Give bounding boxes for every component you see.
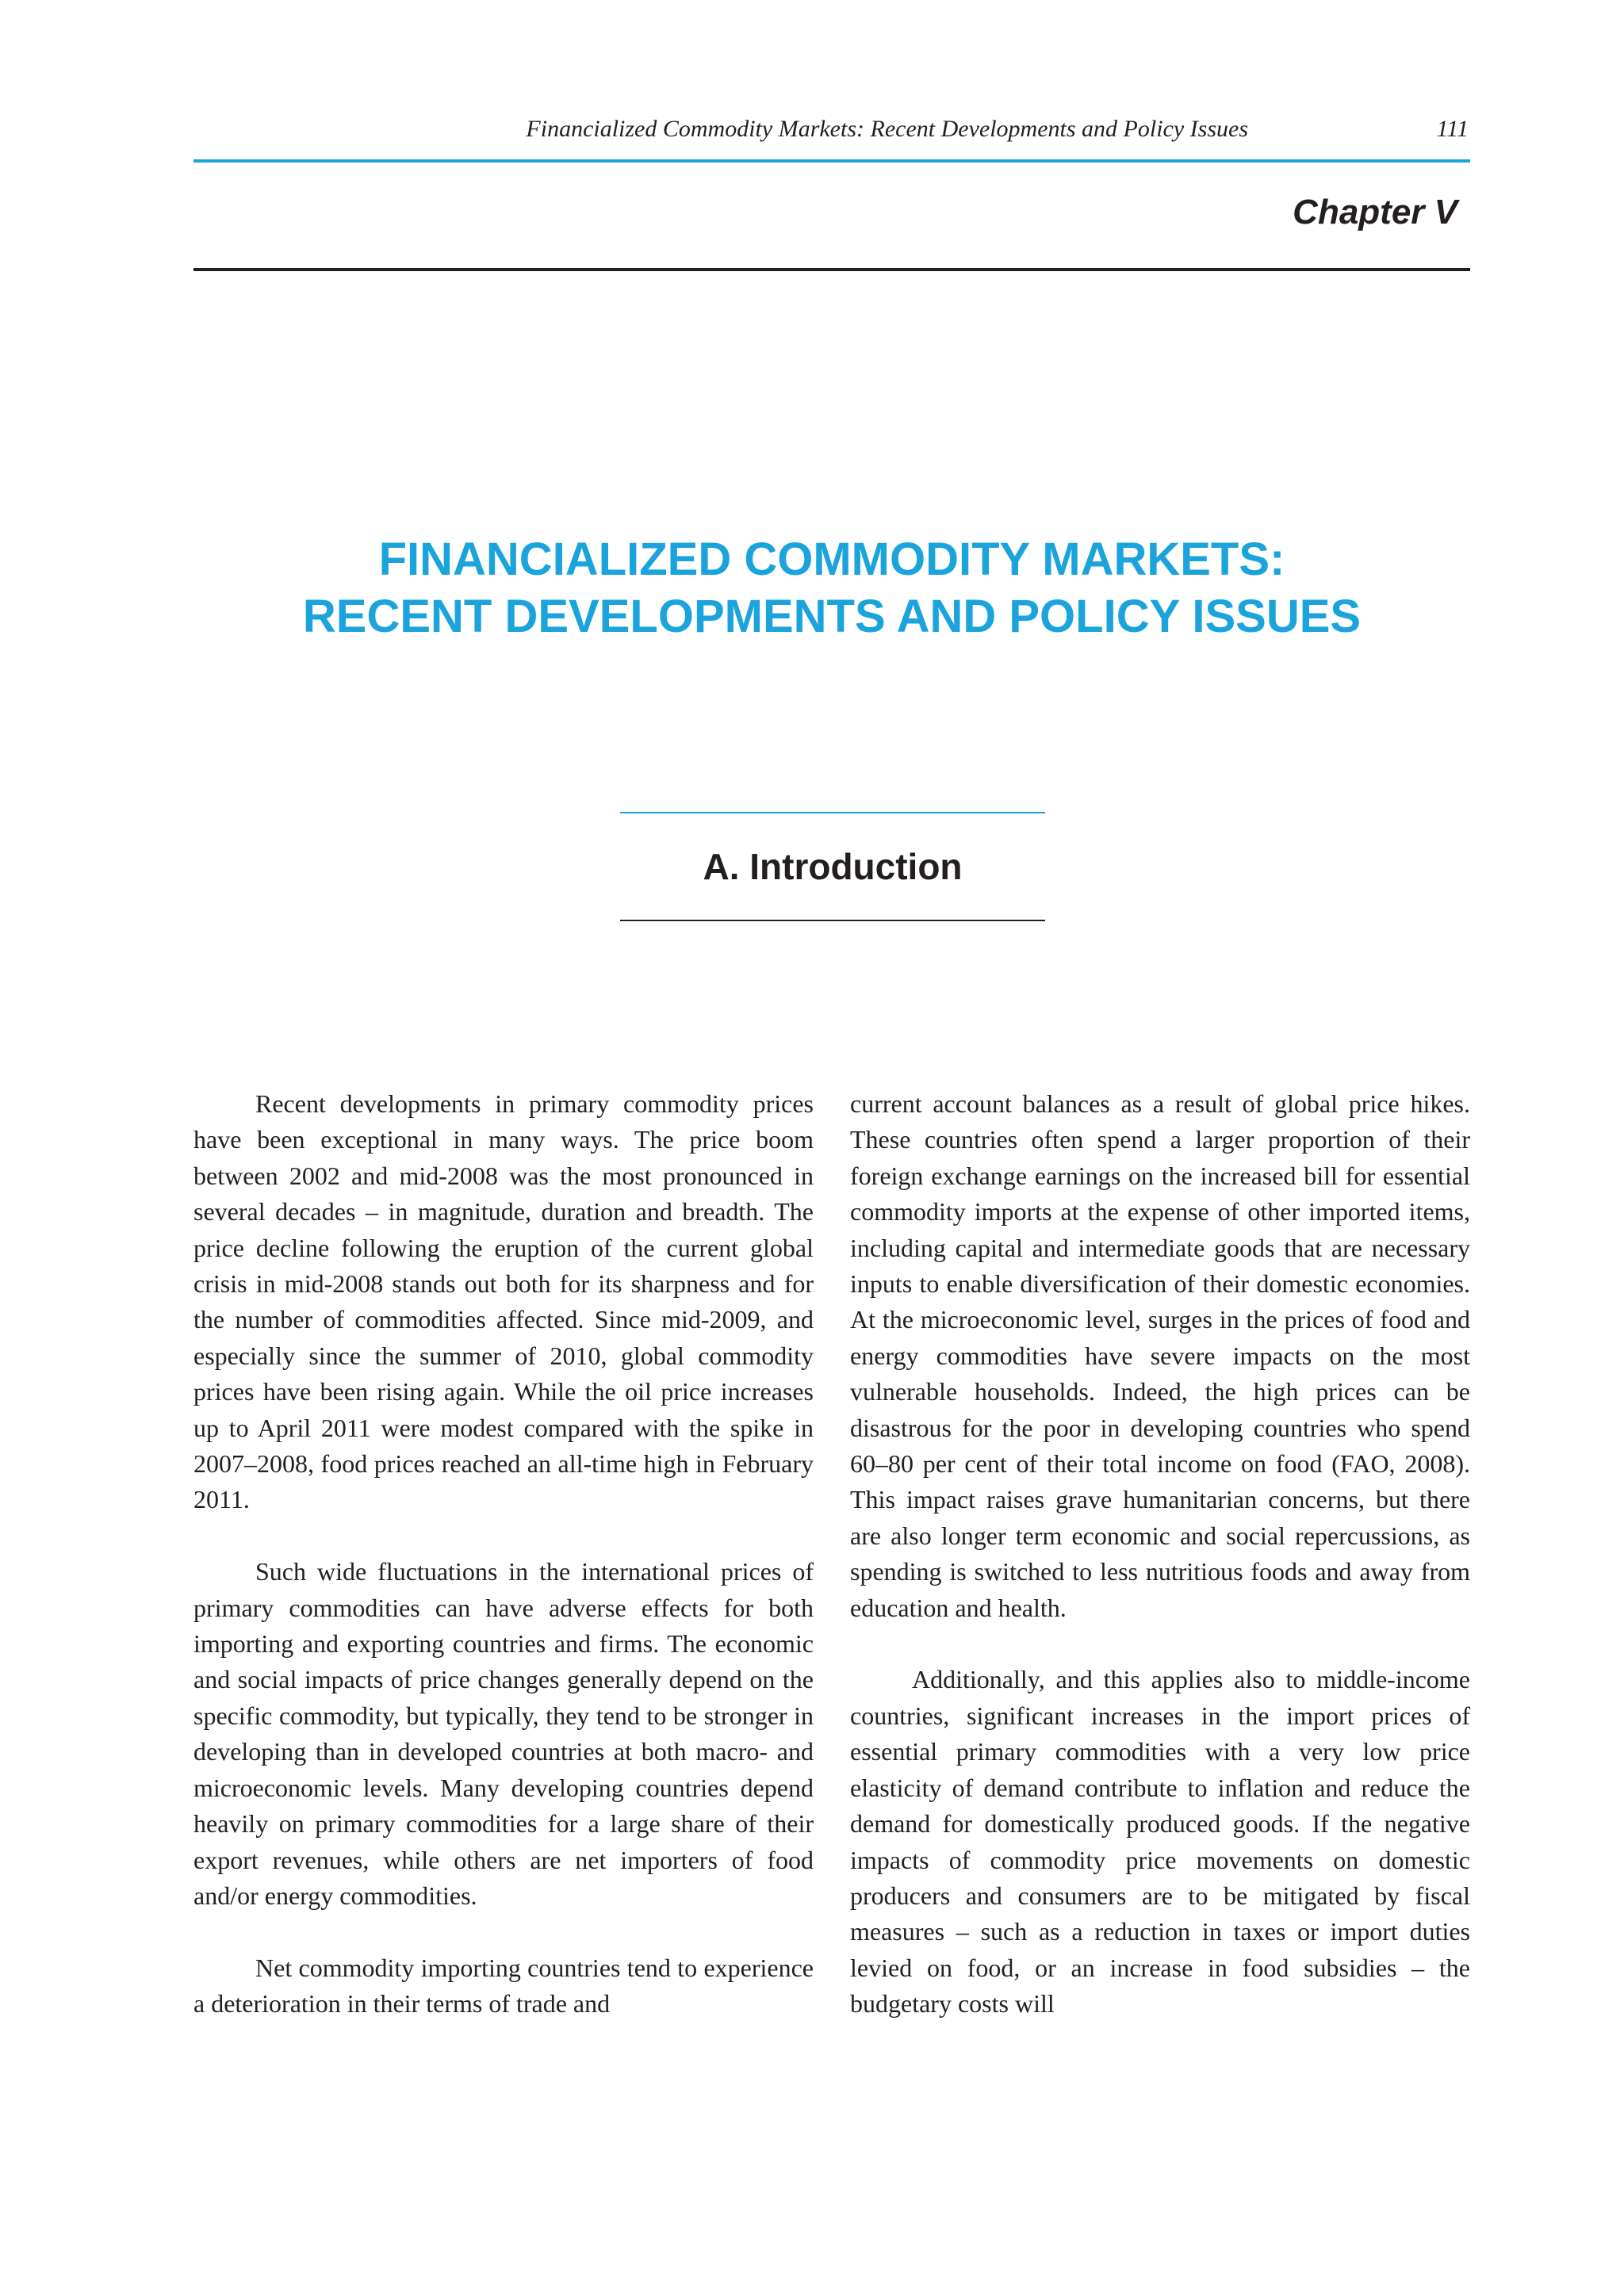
body-paragraph: Net commodity importing countries tend to experience a deterioration in their terms of trade and <box>193 1953 814 2019</box>
right-column <box>850 1086 1470 2022</box>
chapter-title <box>193 531 1470 645</box>
chapter-label: Chapter V <box>1293 193 1457 232</box>
chapter-title-line-1: FINANCIALIZED COMMODITY MARKETS: <box>378 534 1285 585</box>
section-heading: A. Introduction <box>703 846 963 887</box>
running-title: Financialized Commodity Markets: Recent Developments and Policy Issues <box>526 116 1248 142</box>
body-paragraph: Additionally, and this applies also to middle-income countries, significant increases in the import prices of essential primary commodities with a very low price elasticity of demand contribute to inflation and reduce the demand for domestically produced goods. If the negative impacts of commodity price movements on domestic producers and consumers are to be mitigated by fiscal measures – such as a reduction in taxes or import duties levied on food, or an increase in food subsidies – the budgetary costs will <box>850 1665 1470 2019</box>
section-rule-top <box>620 812 1045 813</box>
running-header <box>193 116 1470 151</box>
body-paragraph: Recent developments in primary commodity prices have been exceptional in many ways. The price boom between 2002 and mid-2008 was the most pronounced in several decades – in magnitude, duration and breadth. The price decline following the eruption of the current global crisis in mid-2008 stands out both for its sharpness and for the number of commodities affected. Since mid-2009, and especially since the summer of 2010, global commodity prices have been rising again. While the oil price increases up to April 2011 were modest compared with the spike in 2007–2008, food prices reached an all-time high in February 2011. <box>193 1089 814 1514</box>
page-number: 111 <box>1436 116 1469 142</box>
chapter-title-line-2: RECENT DEVELOPMENTS AND POLICY ISSUES <box>302 591 1362 642</box>
body-paragraph: Such wide fluctuations in the international prices of primary commodities can have adverse effects for both importing and exporting countries and firms. The economic and social impacts of price changes generally depend on the specific commodity, but typically, they tend to be stronger in developing than in developed countries at both macro- and microeconomic levels. Many developing countries depend heavily on primary commodities for a large share of their export revenues, while others are net importers of food and/or energy commodities. <box>193 1557 814 1910</box>
section-rule-bottom <box>620 920 1045 921</box>
body-paragraph-continued: current account balances as a result of global price hikes. These countries often spend a larger proportion of their foreign exchange earnings on the increased bill for essential commodity imports at the expense of other imported items, including capital and intermediate goods that are necessary inputs to enable diversification of their domestic economies. At the microeconomic level, surges in the prices of food and energy commodities have severe impacts on the most vulnerable households. Indeed, the high prices can be disastrous for the poor in developing countries who spend 60–80 per cent of their total income on food (FAO, 2008). This impact raises grave humanitarian concerns, but there are also longer term economic and social repercussions, as spending is switched to less nutritious foods and away from education and health. <box>850 1089 1470 1622</box>
left-column <box>193 1086 814 2022</box>
chapter-rule <box>193 268 1470 271</box>
header-rule <box>193 159 1470 163</box>
